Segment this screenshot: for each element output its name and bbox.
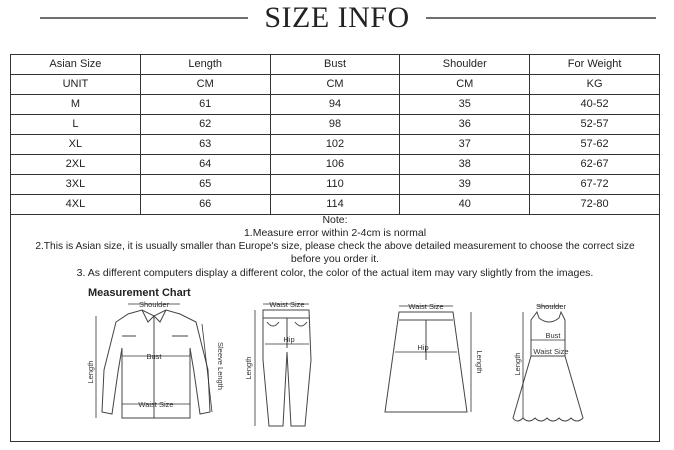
length-cell: 64 <box>140 155 270 175</box>
unit-cell: CM <box>140 75 270 95</box>
size-cell: 4XL <box>11 195 141 215</box>
unit-cell: KG <box>530 75 660 95</box>
shoulder-cell: 40 <box>400 195 530 215</box>
dress-shoulder-label: Shoulder <box>535 302 567 311</box>
pants-length-label: Length <box>244 356 253 380</box>
shirt-waist-label: Waist Size <box>138 400 174 409</box>
unit-row <box>11 75 660 95</box>
shirt-length-label: Length <box>86 360 95 384</box>
header-cell: Asian Size <box>11 55 141 75</box>
pants-waist-label: Waist Size <box>269 300 305 309</box>
length-cell: 63 <box>140 135 270 155</box>
table-row <box>11 135 660 155</box>
table-row <box>11 175 660 195</box>
measurement-chart-title: Measurement Chart <box>88 287 191 299</box>
size-table <box>10 54 660 215</box>
header-row <box>11 55 660 75</box>
dress-icon <box>499 300 589 430</box>
notes-box <box>10 214 660 442</box>
shirt-diagram <box>84 300 226 430</box>
size-cell: M <box>11 95 141 115</box>
shirt-shoulder-label: Shoulder <box>138 300 170 309</box>
bust-cell: 98 <box>270 115 400 135</box>
dress-bust-label: Bust <box>545 331 561 340</box>
shoulder-cell: 36 <box>400 115 530 135</box>
table-row <box>11 115 660 135</box>
title-rule-left <box>40 17 248 19</box>
size-cell: 2XL <box>11 155 141 175</box>
length-cell: 61 <box>140 95 270 115</box>
header-cell: For Weight <box>530 55 660 75</box>
weight-cell: 72-80 <box>530 195 660 215</box>
pants-icon <box>239 300 323 430</box>
dress-length-label: Length <box>513 352 522 376</box>
bust-cell: 94 <box>270 95 400 115</box>
shoulder-cell: 38 <box>400 155 530 175</box>
weight-cell: 40-52 <box>530 95 660 115</box>
page-title: SIZE INFO <box>264 1 410 34</box>
header-cell: Bust <box>270 55 400 75</box>
note-line-2: 2.This is Asian size, it is usually smaller than Europe's size, please check the above detailed measurement to choose the correct size <box>35 241 635 252</box>
pants-diagram <box>239 300 323 430</box>
bust-cell: 106 <box>270 155 400 175</box>
note-line-2-continued: before you order it. <box>290 253 380 265</box>
unit-cell: CM <box>400 75 530 95</box>
dress-waist-label: Waist Size <box>533 347 569 356</box>
note-line-1: 1.Measure error within 2-4cm is normal <box>243 227 427 239</box>
length-cell: 62 <box>140 115 270 135</box>
notes-heading: Note: <box>322 214 348 226</box>
skirt-icon <box>371 300 484 430</box>
shirt-bust-label: Bust <box>146 352 162 361</box>
bust-cell: 102 <box>270 135 400 155</box>
unit-cell: CM <box>270 75 400 95</box>
weight-cell: 57-62 <box>530 135 660 155</box>
weight-cell: 67-72 <box>530 175 660 195</box>
bust-cell: 110 <box>270 175 400 195</box>
size-cell: XL <box>11 135 141 155</box>
table-row <box>11 155 660 175</box>
weight-cell: 52-57 <box>530 115 660 135</box>
header-cell: Length <box>140 55 270 75</box>
header <box>0 0 674 44</box>
bust-cell: 114 <box>270 195 400 215</box>
header-cell: Shoulder <box>400 55 530 75</box>
size-cell: L <box>11 115 141 135</box>
length-cell: 66 <box>140 195 270 215</box>
title-rule-right <box>426 17 656 19</box>
shoulder-cell: 37 <box>400 135 530 155</box>
unit-cell: UNIT <box>11 75 141 95</box>
note-line-3: 3. As different computers display a different color, the color of the actual item may vary slightly from the images. <box>76 267 594 279</box>
skirt-length-label: Length <box>475 350 484 374</box>
shirt-icon <box>84 300 226 430</box>
weight-cell: 62-67 <box>530 155 660 175</box>
skirt-hip-label: Hip <box>417 343 429 352</box>
pants-hip-label: Hip <box>283 335 295 344</box>
size-cell: 3XL <box>11 175 141 195</box>
skirt-diagram <box>371 300 484 430</box>
length-cell: 65 <box>140 175 270 195</box>
table-row <box>11 195 660 215</box>
shoulder-cell: 35 <box>400 95 530 115</box>
shirt-sleeve-label: Sleeve Length <box>216 342 225 390</box>
shoulder-cell: 39 <box>400 175 530 195</box>
table-row <box>11 95 660 115</box>
skirt-waist-label: Waist Size <box>408 302 444 311</box>
dress-diagram <box>499 300 589 430</box>
